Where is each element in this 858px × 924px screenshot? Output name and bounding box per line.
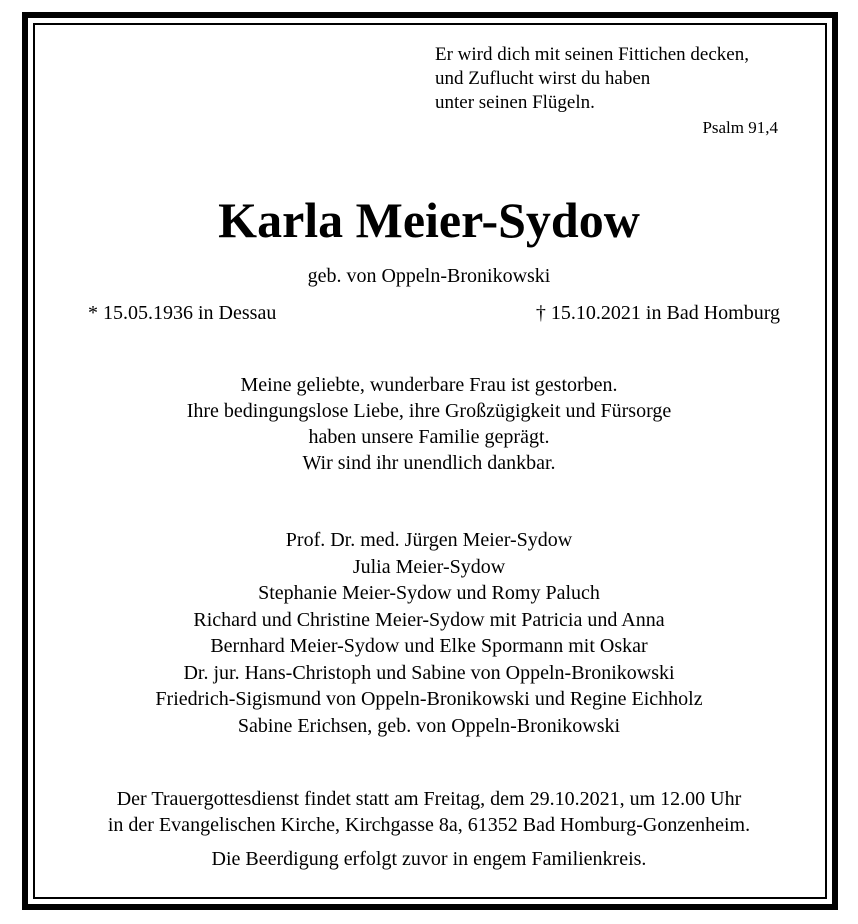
birth-date-place: * 15.05.1936 in Dessau <box>88 302 277 324</box>
mourner-entry: Sabine Erichsen, geb. von Oppeln-Bronikowski <box>237 714 621 737</box>
mourner-entry: Dr. jur. Hans-Christoph und Sabine von Oppeln-Bronikowski <box>183 661 675 684</box>
message-line: Meine geliebte, wunderbare Frau ist gestorben. <box>240 374 618 396</box>
mourner-entry: Prof. Dr. med. Jürgen Meier-Sydow <box>285 529 573 551</box>
message-line: Wir sind ihr unendlich dankbar. <box>302 452 556 474</box>
condolence-message <box>0 372 858 476</box>
message-line: haben unsere Familie geprägt. <box>308 426 550 448</box>
birth-name: geb. von Oppeln-Bronikowski <box>307 265 551 287</box>
psalm-line: unter seinen Flügeln. <box>435 92 595 113</box>
mourners-list <box>0 527 858 739</box>
funeral-service-info <box>0 786 858 872</box>
psalm-quote <box>435 43 749 115</box>
service-line: Der Trauergottesdienst findet statt am Freitag, dem 29.10.2021, um 12.00 Uhr <box>116 788 742 810</box>
psalm-line: Er wird dich mit seinen Fittichen decken, <box>435 44 749 65</box>
message-line: Ihre bedingungslose Liebe, ihre Großzügigkeit und Fürsorge <box>186 400 672 422</box>
death-date-place: † 15.10.2021 in Bad Homburg <box>535 302 780 324</box>
burial-note: Die Beerdigung erfolgt zuvor in engem Familienkreis. <box>211 848 647 870</box>
mourner-entry: Julia Meier-Sydow <box>352 555 506 578</box>
deceased-name: Karla Meier-Sydow <box>218 192 640 248</box>
service-line: in der Evangelischen Kirche, Kirchgasse 8a, 61352 Bad Homburg-Gonzenheim. <box>107 814 751 836</box>
mourner-entry: Friedrich-Sigismund von Oppeln-Bronikowski und Regine Eichholz <box>155 688 703 710</box>
psalm-reference: Psalm 91,4 <box>702 118 778 137</box>
mourner-entry: Richard und Christine Meier-Sydow mit Patricia und Anna <box>193 608 665 631</box>
mourner-entry: Bernhard Meier-Sydow und Elke Spormann mit Oskar <box>210 635 648 657</box>
mourner-entry: Stephanie Meier-Sydow und Romy Paluch <box>258 582 600 604</box>
psalm-line: und Zuflucht wirst du haben <box>435 68 651 89</box>
